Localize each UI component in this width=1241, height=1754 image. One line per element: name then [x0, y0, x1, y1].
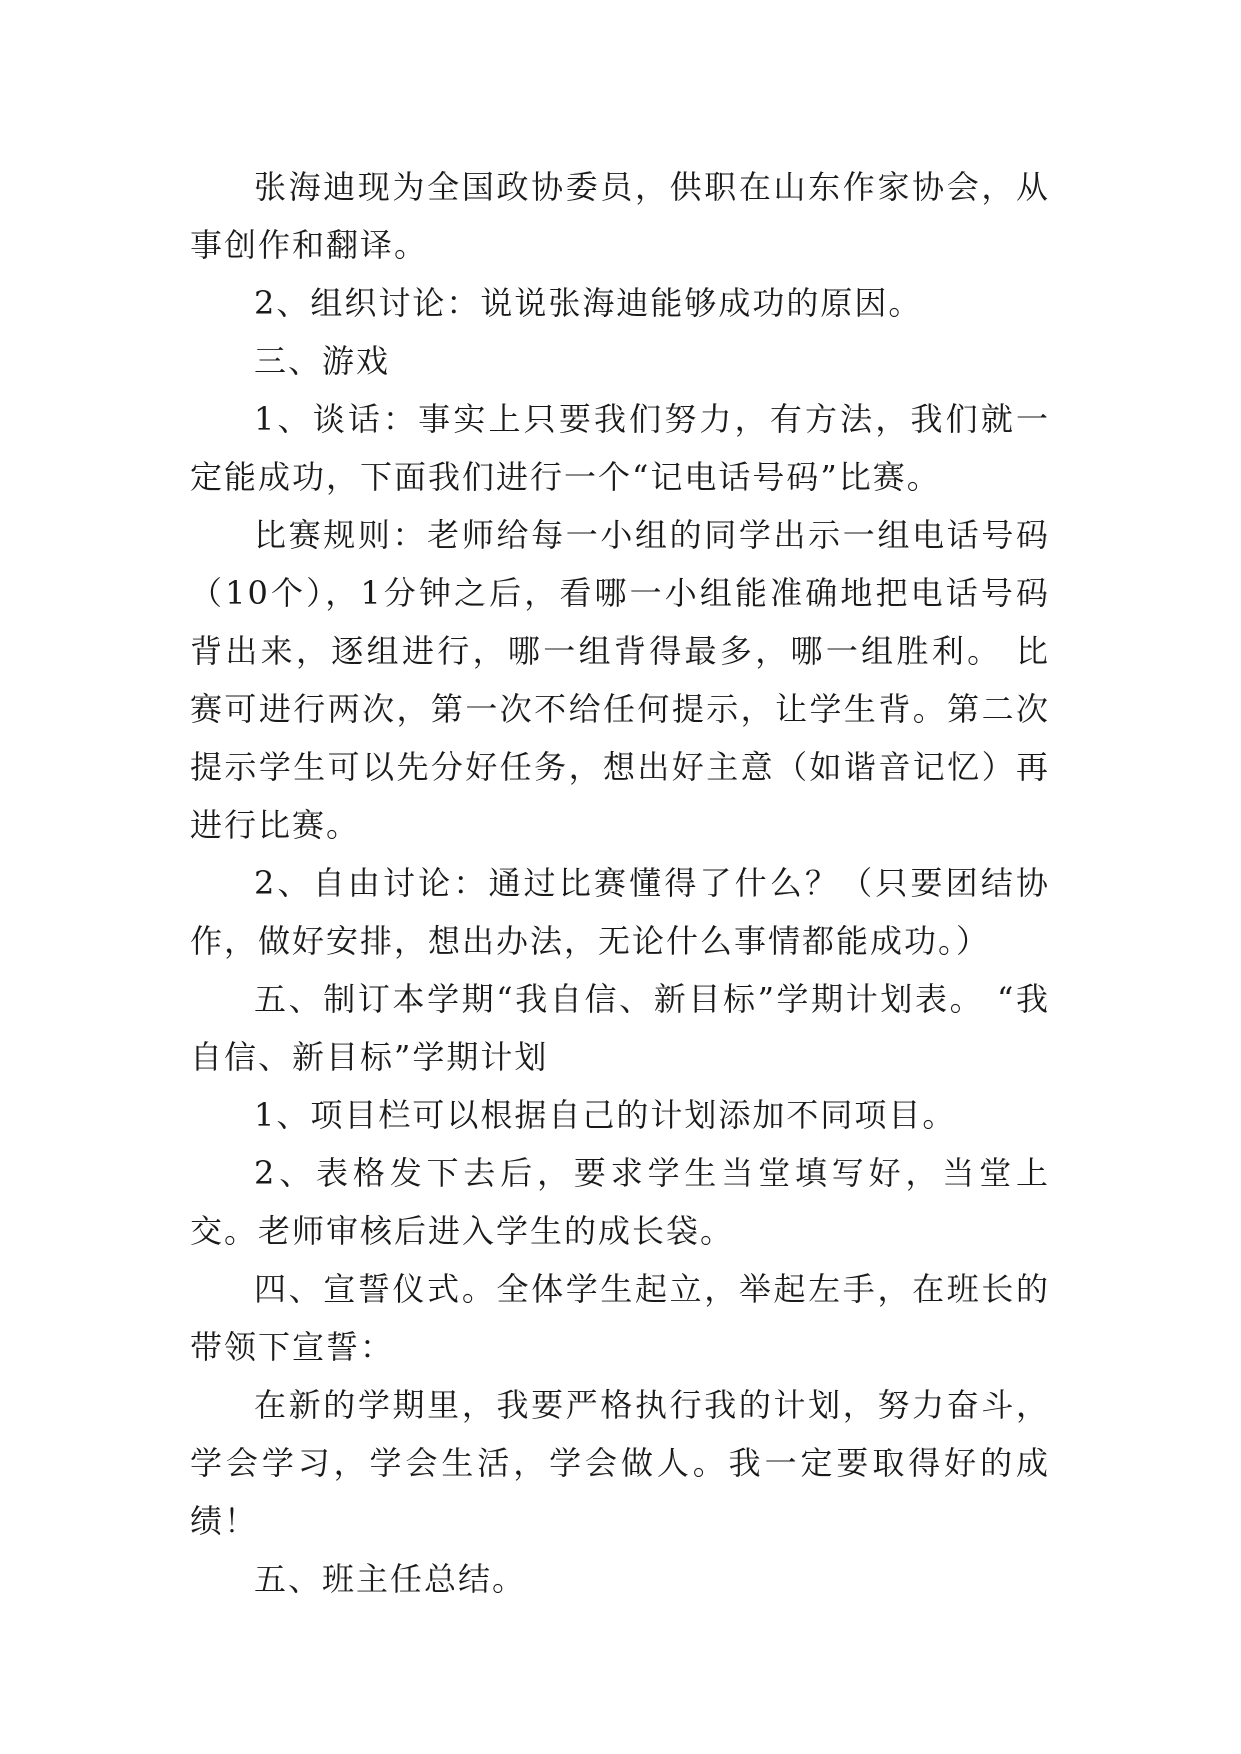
paragraph: 1、谈话：事实上只要我们努力，有方法，我们就一定能成功，下面我们进行一个“记电话号码”比赛。	[190, 400, 1050, 496]
paragraph: 在新的学期里，我要严格执行我的计划，努力奋斗，学会学习，学会生活，学会做人。我一定要取得好的成绩！	[190, 1386, 1050, 1540]
paragraph: 2、自由讨论：通过比赛懂得了什么？（只要团结协作，做好安排，想出办法，无论什么事情都能成功。）	[190, 864, 1050, 960]
paragraph: 1、项目栏可以根据自己的计划添加不同项目。	[254, 1096, 957, 1134]
section-heading: 四、宣誓仪式。全体学生起立，举起左手，在班长的带领下宣誓：	[190, 1270, 1050, 1366]
document-body	[190, 158, 1050, 1608]
paragraph: 2、表格发下去后，要求学生当堂填写好，当堂上交。老师审核后进入学生的成长袋。	[190, 1154, 1050, 1250]
paragraph: 2、组织讨论：说说张海迪能够成功的原因。	[254, 284, 923, 322]
paragraph: 张海迪现为全国政协委员，供职在山东作家协会，从事创作和翻译。	[190, 168, 1050, 264]
section-heading: 五、制订本学期“我自信、新目标”学期计划表。 “我自信、新目标”学期计划	[190, 980, 1050, 1076]
section-heading: 五、班主任总结。	[254, 1560, 527, 1598]
section-heading: 三、游戏	[254, 342, 391, 380]
paragraph: 比赛规则：老师给每一小组的同学出示一组电话号码（10个），1分钟之后，看哪一小组能准确地把电话号码背出来，逐组进行，哪一组背得最多，哪一组胜利。 比赛可进行两次，第一次不给任何提示，让学生背。第二次提示学生可以先分好任务，想出好主意（如谐音记忆）再进行比赛。	[190, 516, 1050, 844]
